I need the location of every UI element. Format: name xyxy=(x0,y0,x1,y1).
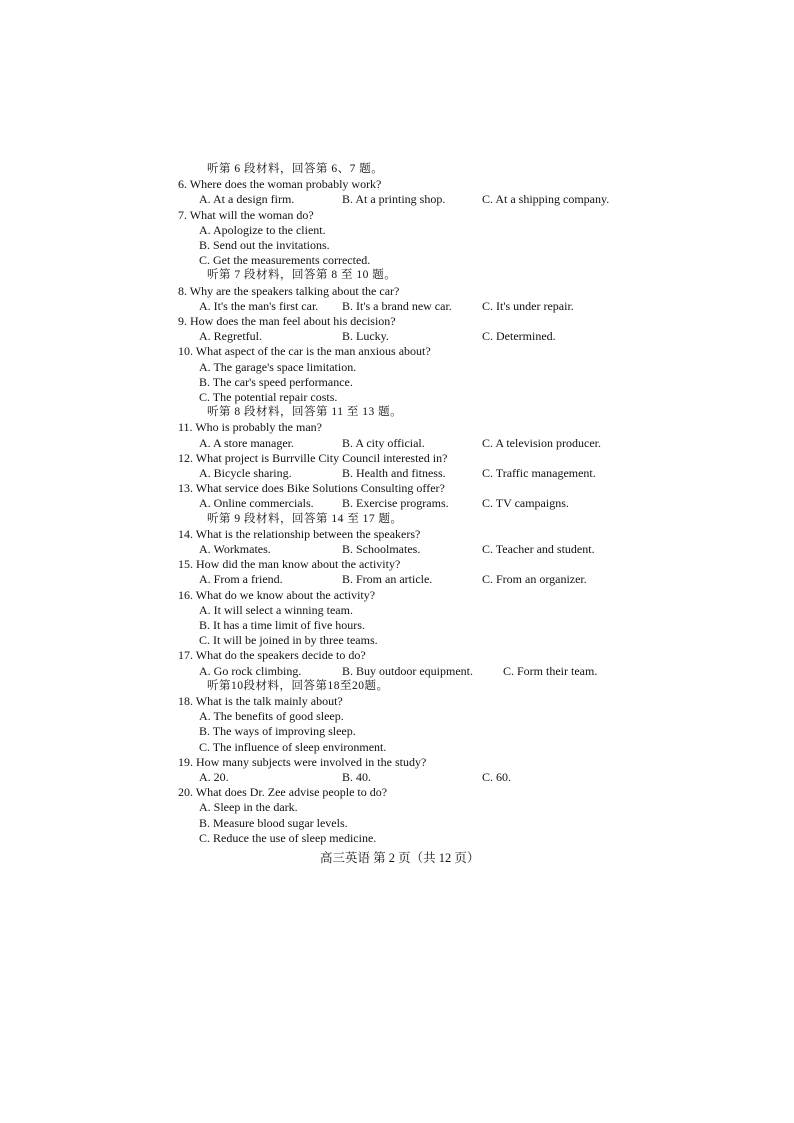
answer-option: B. It has a time limit of five hours. xyxy=(199,618,365,632)
answer-option: C. The influence of sleep environment. xyxy=(199,739,387,754)
section-instruction: 听第 7 段材料，回答第 8 至 10 题。 xyxy=(207,269,397,282)
option-row xyxy=(0,542,794,557)
answer-option-c: C. It's under repair. xyxy=(482,298,574,313)
question-text: 20. What does Dr. Zee advise people to do? xyxy=(178,785,388,800)
answer-option-c: C. Determined. xyxy=(482,329,556,344)
section-instruction-row xyxy=(0,268,794,283)
question-text-row xyxy=(0,527,794,542)
answer-option: C. It will be joined in by three teams. xyxy=(199,633,378,648)
question-text: 18. What is the talk mainly about? xyxy=(178,694,343,708)
answer-option-a: A. A store manager. xyxy=(199,435,294,450)
question-text: 16. What do we know about the activity? xyxy=(178,587,376,602)
question-text: 6. Where does the woman probably work? xyxy=(178,177,382,192)
question-text-row xyxy=(0,648,794,663)
question-text-row xyxy=(0,314,794,329)
answer-option-b: B. It's a brand new car. xyxy=(342,298,452,313)
option-row xyxy=(0,572,794,587)
section-instruction: 听第10段材料，回答第18至20题。 xyxy=(207,679,389,692)
question-text-row xyxy=(0,588,794,603)
answer-option-b: B. 40. xyxy=(342,770,372,784)
answer-option: A. The garage's space limitation. xyxy=(199,359,357,374)
answer-option-row xyxy=(0,253,794,268)
question-text: 15. How did the man know about the activity? xyxy=(178,557,401,572)
question-text-row xyxy=(0,420,794,435)
section-instruction: 听第 8 段材料，回答第 11 至 13 题。 xyxy=(207,406,403,419)
answer-option-b: B. From an article. xyxy=(342,572,433,587)
answer-option: C. Reduce the use of sleep medicine. xyxy=(199,830,377,845)
option-row xyxy=(0,436,794,451)
option-row xyxy=(0,664,794,679)
answer-option-a: A. At a design firm. xyxy=(199,192,295,207)
answer-option-row xyxy=(0,740,794,755)
question-text-row xyxy=(0,177,794,192)
question-text-row xyxy=(0,557,794,572)
answer-option-c: C. A television producer. xyxy=(482,435,601,450)
answer-option: B. The car's speed performance. xyxy=(199,374,353,389)
section-instruction: 听第 9 段材料，回答第 14 至 17 题。 xyxy=(207,512,403,525)
answer-option-a: A. 20. xyxy=(199,770,229,784)
answer-option: A. It will select a winning team. xyxy=(199,602,353,617)
answer-option-b: B. Lucky. xyxy=(342,329,389,344)
answer-option: B. The ways of improving sleep. xyxy=(199,724,356,739)
answer-option-c: C. Form their team. xyxy=(503,663,598,678)
answer-option-row xyxy=(0,618,794,633)
answer-option-row xyxy=(0,724,794,739)
option-row xyxy=(0,299,794,314)
option-row xyxy=(0,192,794,207)
answer-option: B. Send out the invitations. xyxy=(199,238,330,252)
question-text: 19. How many subjects were involved in the study? xyxy=(178,754,427,769)
question-text-row xyxy=(0,284,794,299)
answer-option-b: B. Schoolmates. xyxy=(342,542,421,556)
question-text: 8. Why are the speakers talking about the car? xyxy=(178,283,400,298)
answer-option-c: C. From an organizer. xyxy=(482,572,587,587)
option-row xyxy=(0,770,794,785)
question-text: 11. Who is probably the man? xyxy=(178,420,322,435)
question-text: 7. What will the woman do? xyxy=(178,207,314,222)
answer-option-row xyxy=(0,633,794,648)
answer-option-c: C. TV campaigns. xyxy=(482,496,569,511)
answer-option-row xyxy=(0,603,794,618)
answer-option-row xyxy=(0,816,794,831)
answer-option-row xyxy=(0,223,794,238)
answer-option: A. The benefits of good sleep. xyxy=(199,709,344,724)
answer-option: B. Measure blood sugar levels. xyxy=(199,815,348,830)
question-text-row xyxy=(0,481,794,496)
answer-option-a: A. Go rock climbing. xyxy=(199,663,302,678)
answer-option-c: C. Traffic management. xyxy=(482,466,596,480)
section-instruction-row xyxy=(0,679,794,694)
question-text: 14. What is the relationship between the speakers? xyxy=(178,526,421,541)
question-text-row xyxy=(0,208,794,223)
footer-text: 高三英语 第 2 页（共 12 页） xyxy=(320,851,480,865)
option-row xyxy=(0,466,794,481)
question-text: 10. What aspect of the car is the man anxious about? xyxy=(178,344,431,359)
option-row xyxy=(0,329,794,344)
answer-option-row xyxy=(0,709,794,724)
answer-option-b: B. Health and fitness. xyxy=(342,466,446,480)
answer-option-a: A. Online commercials. xyxy=(199,496,314,511)
answer-option-b: B. Buy outdoor equipment. xyxy=(342,663,473,678)
section-instruction-row xyxy=(0,405,794,420)
answer-option-c: C. 60. xyxy=(482,770,512,784)
answer-option-b: B. A city official. xyxy=(342,435,425,450)
section-instruction-row xyxy=(0,162,794,177)
page-footer xyxy=(0,851,794,866)
question-text-row xyxy=(0,785,794,800)
question-text-row xyxy=(0,694,794,709)
answer-option-a: A. Regretful. xyxy=(199,329,262,344)
answer-option: A. Apologize to the client. xyxy=(199,222,326,237)
answer-option-row xyxy=(0,831,794,846)
answer-option-a: A. Workmates. xyxy=(199,542,271,556)
answer-option-a: A. It's the man's first car. xyxy=(199,298,319,313)
question-text-row xyxy=(0,451,794,466)
section-instruction: 听第 6 段材料，回答第 6、7 题。 xyxy=(207,163,384,175)
question-text: 13. What service does Bike Solutions Consulting offer? xyxy=(178,481,445,496)
answer-option-row xyxy=(0,238,794,253)
question-text: 12. What project is Burrville City Council interested in? xyxy=(178,450,448,465)
option-row xyxy=(0,496,794,511)
answer-option-row xyxy=(0,375,794,390)
answer-option-row xyxy=(0,800,794,815)
answer-option-c: C. At a shipping company. xyxy=(482,192,610,207)
answer-option-b: B. Exercise programs. xyxy=(342,496,449,511)
question-text: 17. What do the speakers decide to do? xyxy=(178,648,366,663)
answer-option: C. Get the measurements corrected. xyxy=(199,253,371,268)
section-instruction-row xyxy=(0,512,794,527)
question-text-row xyxy=(0,755,794,770)
answer-option-c: C. Teacher and student. xyxy=(482,542,595,556)
answer-option: C. The potential repair costs. xyxy=(199,390,338,404)
answer-option-a: A. Bicycle sharing. xyxy=(199,466,292,480)
answer-option-b: B. At a printing shop. xyxy=(342,192,446,207)
answer-option-row xyxy=(0,390,794,405)
answer-option-a: A. From a friend. xyxy=(199,572,283,587)
question-text: 9. How does the man feel about his decision? xyxy=(178,314,396,328)
answer-option: A. Sleep in the dark. xyxy=(199,800,298,815)
answer-option-row xyxy=(0,360,794,375)
question-text-row xyxy=(0,344,794,359)
